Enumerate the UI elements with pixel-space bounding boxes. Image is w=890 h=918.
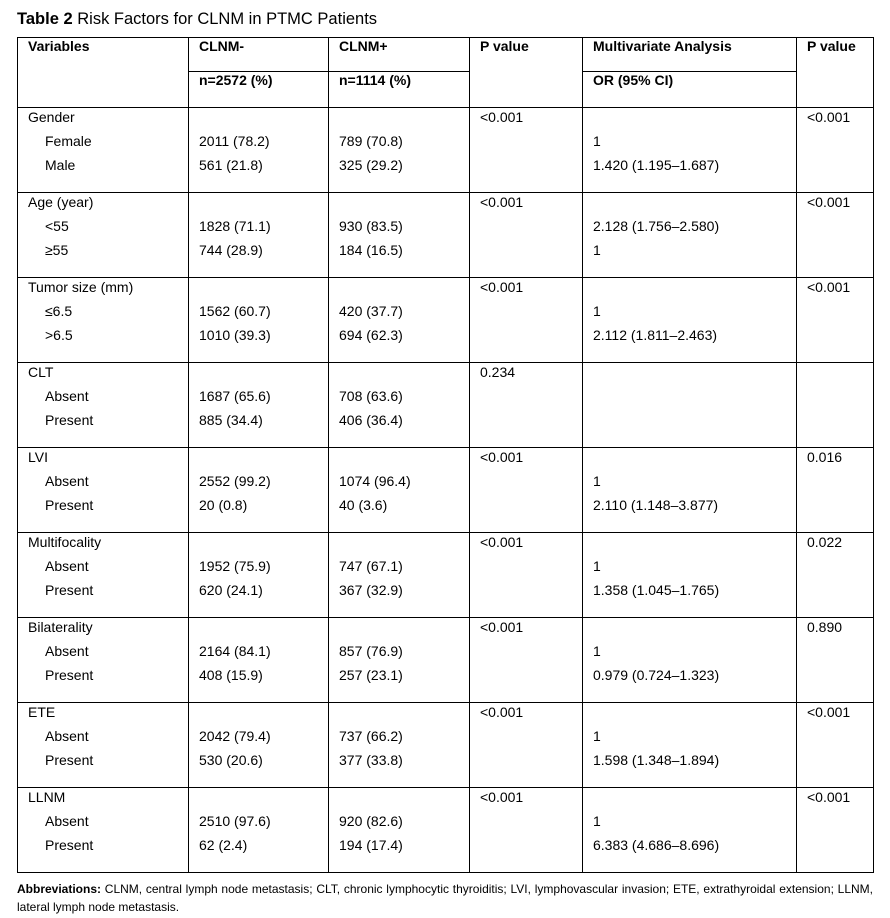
clnm-neg-value: 1562 (60.7) [199, 303, 271, 319]
p-value-2-cell [797, 448, 874, 533]
clnm-neg-cell [189, 788, 329, 873]
spacer-line [593, 788, 796, 812]
p-value: <0.001 [480, 194, 524, 210]
table-title: Risk Factors for CLNM in PTMC Patients [77, 10, 378, 28]
clnm-neg-cell [189, 618, 329, 703]
variable-cell [18, 363, 189, 448]
p-value: <0.001 [480, 449, 524, 465]
table-row [18, 108, 874, 193]
spacer-line [593, 618, 796, 642]
variable-cell [18, 533, 189, 618]
spacer-line [593, 108, 796, 132]
variable-name: LLNM [28, 789, 66, 805]
or-value: 2.128 (1.756–2.580) [593, 218, 720, 234]
spacer-line [593, 278, 796, 302]
table-row [18, 448, 874, 533]
variable-cell [18, 193, 189, 278]
or-value: 2.110 (1.148–3.877) [593, 497, 719, 513]
or-value: 0.979 (0.724–1.323) [593, 667, 720, 683]
variable-cell [18, 448, 189, 533]
p-value-2-cell [797, 533, 874, 618]
variable-cell [18, 788, 189, 873]
clnm-neg-value: 1687 (65.6) [199, 388, 271, 404]
p-value: 0.234 [480, 364, 516, 380]
p-value: <0.001 [480, 534, 524, 550]
p-value-2-cell [797, 193, 874, 278]
header-clnm-pos: CLNM+ [329, 38, 470, 72]
or-value: 1 [593, 133, 601, 149]
spacer-line [199, 278, 328, 302]
clnm-pos-value: 367 (32.9) [339, 582, 403, 598]
p-value-cell [470, 108, 583, 193]
variable-cell [18, 618, 189, 703]
or-value: 1 [593, 813, 601, 829]
or-value: 1.420 (1.195–1.687) [593, 157, 720, 173]
clnm-pos-value: 40 (3.6) [339, 497, 388, 513]
clnm-pos-cell [329, 278, 470, 363]
clnm-pos-value: 857 (76.9) [339, 643, 403, 659]
p-value-2: 0.890 [807, 619, 843, 635]
abbreviations-footnote [17, 880, 873, 916]
p-value: <0.001 [480, 109, 524, 125]
header-p-value-2: P value [797, 38, 874, 108]
clnm-neg-cell [189, 278, 329, 363]
spacer-line [593, 193, 796, 217]
or-value: 1 [593, 728, 601, 744]
spacer-line [199, 193, 328, 217]
level-name: Absent [45, 388, 89, 404]
or-value: 6.383 (4.686–8.696) [593, 837, 720, 853]
table-row [18, 193, 874, 278]
p-value-cell [470, 363, 583, 448]
or-value: 1 [593, 558, 601, 574]
variable-name: Multifocality [28, 534, 102, 550]
risk-factors-table [17, 37, 874, 873]
clnm-neg-value: 408 (15.9) [199, 667, 263, 683]
clnm-pos-cell [329, 363, 470, 448]
clnm-pos-value: 1074 (96.4) [339, 473, 411, 489]
clnm-neg-cell [189, 533, 329, 618]
p-value-2-cell [797, 363, 874, 448]
spacer-line [593, 533, 796, 557]
clnm-pos-cell [329, 448, 470, 533]
clnm-neg-value: 561 (21.8) [199, 157, 263, 173]
p-value-2: <0.001 [807, 194, 851, 210]
table-row [18, 533, 874, 618]
clnm-pos-value: 694 (62.3) [339, 327, 403, 343]
or-cell [583, 703, 797, 788]
header-clnm-neg-n: n=2572 (%) [189, 72, 329, 108]
spacer-line [593, 363, 796, 387]
spacer-line [339, 618, 469, 642]
clnm-neg-value: 62 (2.4) [199, 837, 248, 853]
spacer-line [593, 448, 796, 472]
clnm-pos-cell [329, 108, 470, 193]
or-value: 1 [593, 473, 601, 489]
p-value-cell [470, 533, 583, 618]
spacer-line [199, 533, 328, 557]
clnm-pos-cell [329, 618, 470, 703]
p-value-2: <0.001 [807, 279, 851, 295]
or-cell [583, 363, 797, 448]
level-name: <55 [45, 218, 69, 234]
clnm-neg-value: 2042 (79.4) [199, 728, 271, 744]
p-value-cell [470, 193, 583, 278]
p-value-2: 0.022 [807, 534, 843, 550]
clnm-neg-cell [189, 108, 329, 193]
p-value: <0.001 [480, 279, 524, 295]
p-value: <0.001 [480, 619, 524, 635]
spacer-line [339, 363, 469, 387]
clnm-pos-value: 377 (33.8) [339, 752, 403, 768]
header-clnm-pos-n: n=1114 (%) [329, 72, 470, 108]
variable-name: ETE [28, 704, 56, 720]
clnm-pos-cell [329, 788, 470, 873]
or-value: 1 [593, 303, 601, 319]
clnm-pos-value: 708 (63.6) [339, 388, 403, 404]
level-name: ≥55 [45, 242, 69, 258]
clnm-pos-cell [329, 703, 470, 788]
spacer-line [339, 448, 469, 472]
variable-name: Tumor size (mm) [28, 279, 134, 295]
variable-name: CLT [28, 364, 54, 380]
level-name: >6.5 [45, 327, 73, 343]
spacer-line [199, 618, 328, 642]
spacer-line [339, 533, 469, 557]
header-or-ci: OR (95% CI) [583, 72, 797, 108]
level-name: Present [45, 752, 94, 768]
variable-name: Bilaterality [28, 619, 93, 635]
clnm-neg-value: 620 (24.1) [199, 582, 263, 598]
clnm-neg-cell [189, 703, 329, 788]
or-cell [583, 618, 797, 703]
clnm-neg-cell [189, 448, 329, 533]
clnm-pos-cell [329, 533, 470, 618]
or-cell [583, 788, 797, 873]
or-cell [583, 278, 797, 363]
table-row [18, 788, 874, 873]
level-name: Absent [45, 643, 89, 659]
level-name: Present [45, 837, 94, 853]
or-cell [583, 108, 797, 193]
or-value [593, 387, 796, 411]
clnm-neg-value: 2552 (99.2) [199, 473, 271, 489]
clnm-neg-value: 1010 (39.3) [199, 327, 271, 343]
clnm-pos-value: 184 (16.5) [339, 242, 403, 258]
spacer-line [199, 788, 328, 812]
clnm-pos-value: 930 (83.5) [339, 218, 403, 234]
clnm-neg-value: 744 (28.9) [199, 242, 263, 258]
p-value: <0.001 [480, 789, 524, 805]
variable-cell [18, 278, 189, 363]
level-name: Absent [45, 558, 89, 574]
clnm-pos-cell [329, 193, 470, 278]
level-name: Absent [45, 728, 89, 744]
clnm-pos-value: 194 (17.4) [339, 837, 403, 853]
spacer-line [199, 108, 328, 132]
clnm-neg-value: 1828 (71.1) [199, 218, 271, 234]
variable-cell [18, 108, 189, 193]
clnm-neg-value: 1952 (75.9) [199, 558, 271, 574]
spacer-line [199, 703, 328, 727]
p-value-cell [470, 703, 583, 788]
level-name: Male [45, 157, 76, 173]
level-name: Present [45, 412, 94, 428]
p-value-2: <0.001 [807, 109, 851, 125]
p-value-cell [470, 788, 583, 873]
spacer-line [339, 703, 469, 727]
p-value-2-cell [797, 618, 874, 703]
or-value: 1 [593, 643, 601, 659]
clnm-pos-value: 406 (36.4) [339, 412, 403, 428]
spacer-line [339, 278, 469, 302]
clnm-pos-value: 257 (23.1) [339, 667, 403, 683]
variable-name: LVI [28, 449, 48, 465]
clnm-pos-value: 747 (67.1) [339, 558, 403, 574]
clnm-pos-value: 325 (29.2) [339, 157, 403, 173]
p-value-cell [470, 448, 583, 533]
header-clnm-neg: CLNM- [189, 38, 329, 72]
level-name: ≤6.5 [45, 303, 73, 319]
level-name: Absent [45, 473, 89, 489]
level-name: Female [45, 133, 92, 149]
p-value-2: <0.001 [807, 704, 851, 720]
p-value-2-cell [797, 788, 874, 873]
or-value: 1.598 (1.348–1.894) [593, 752, 720, 768]
spacer-line [199, 363, 328, 387]
clnm-neg-value: 2011 (78.2) [199, 133, 270, 149]
or-value: 1 [593, 242, 601, 258]
spacer-line [199, 448, 328, 472]
or-value [593, 411, 796, 435]
or-cell [583, 533, 797, 618]
clnm-neg-value: 885 (34.4) [199, 412, 263, 428]
header-multivariate: Multivariate Analysis [583, 38, 797, 72]
p-value-2: <0.001 [807, 789, 851, 805]
footnote-text: CLNM, central lymph node metastasis; CLT, chronic lymphocytic thyroiditis; LVI, lymphovascular invasion; ETE, extrathyroidal extension; LLNM, lateral lymph node metastasis. [17, 882, 873, 914]
header-variables: Variables [18, 38, 189, 108]
p-value: <0.001 [480, 704, 524, 720]
or-value: 2.112 (1.811–2.463) [593, 327, 718, 343]
level-name: Present [45, 497, 94, 513]
or-cell [583, 193, 797, 278]
variable-name: Age (year) [28, 194, 94, 210]
clnm-pos-value: 737 (66.2) [339, 728, 403, 744]
spacer-line [339, 193, 469, 217]
header-p-value: P value [470, 38, 583, 108]
or-cell [583, 448, 797, 533]
clnm-neg-value: 530 (20.6) [199, 752, 263, 768]
p-value-2-cell [797, 703, 874, 788]
table-caption [17, 9, 377, 29]
clnm-pos-value: 420 (37.7) [339, 303, 403, 319]
level-name: Absent [45, 813, 89, 829]
p-value-2: 0.016 [807, 449, 843, 465]
variable-cell [18, 703, 189, 788]
clnm-neg-value: 2510 (97.6) [199, 813, 271, 829]
p-value-2-cell [797, 108, 874, 193]
level-name: Present [45, 667, 94, 683]
clnm-pos-value: 920 (82.6) [339, 813, 403, 829]
p-value-cell [470, 278, 583, 363]
variable-name: Gender [28, 109, 75, 125]
level-name: Present [45, 582, 94, 598]
spacer-line [339, 788, 469, 812]
table-row [18, 278, 874, 363]
p-value-2-cell [797, 278, 874, 363]
clnm-neg-value: 2164 (84.1) [199, 643, 271, 659]
header-row [18, 38, 874, 72]
table-row [18, 363, 874, 448]
clnm-neg-cell [189, 193, 329, 278]
clnm-neg-cell [189, 363, 329, 448]
clnm-neg-value: 20 (0.8) [199, 497, 248, 513]
p-value-2 [807, 363, 873, 387]
p-value-cell [470, 618, 583, 703]
clnm-pos-value: 789 (70.8) [339, 133, 403, 149]
table-label: Table 2 [17, 10, 73, 28]
or-value: 1.358 (1.045–1.765) [593, 582, 720, 598]
spacer-line [593, 703, 796, 727]
table-row [18, 618, 874, 703]
table-row [18, 703, 874, 788]
footnote-label: Abbreviations: [17, 882, 102, 896]
spacer-line [339, 108, 469, 132]
